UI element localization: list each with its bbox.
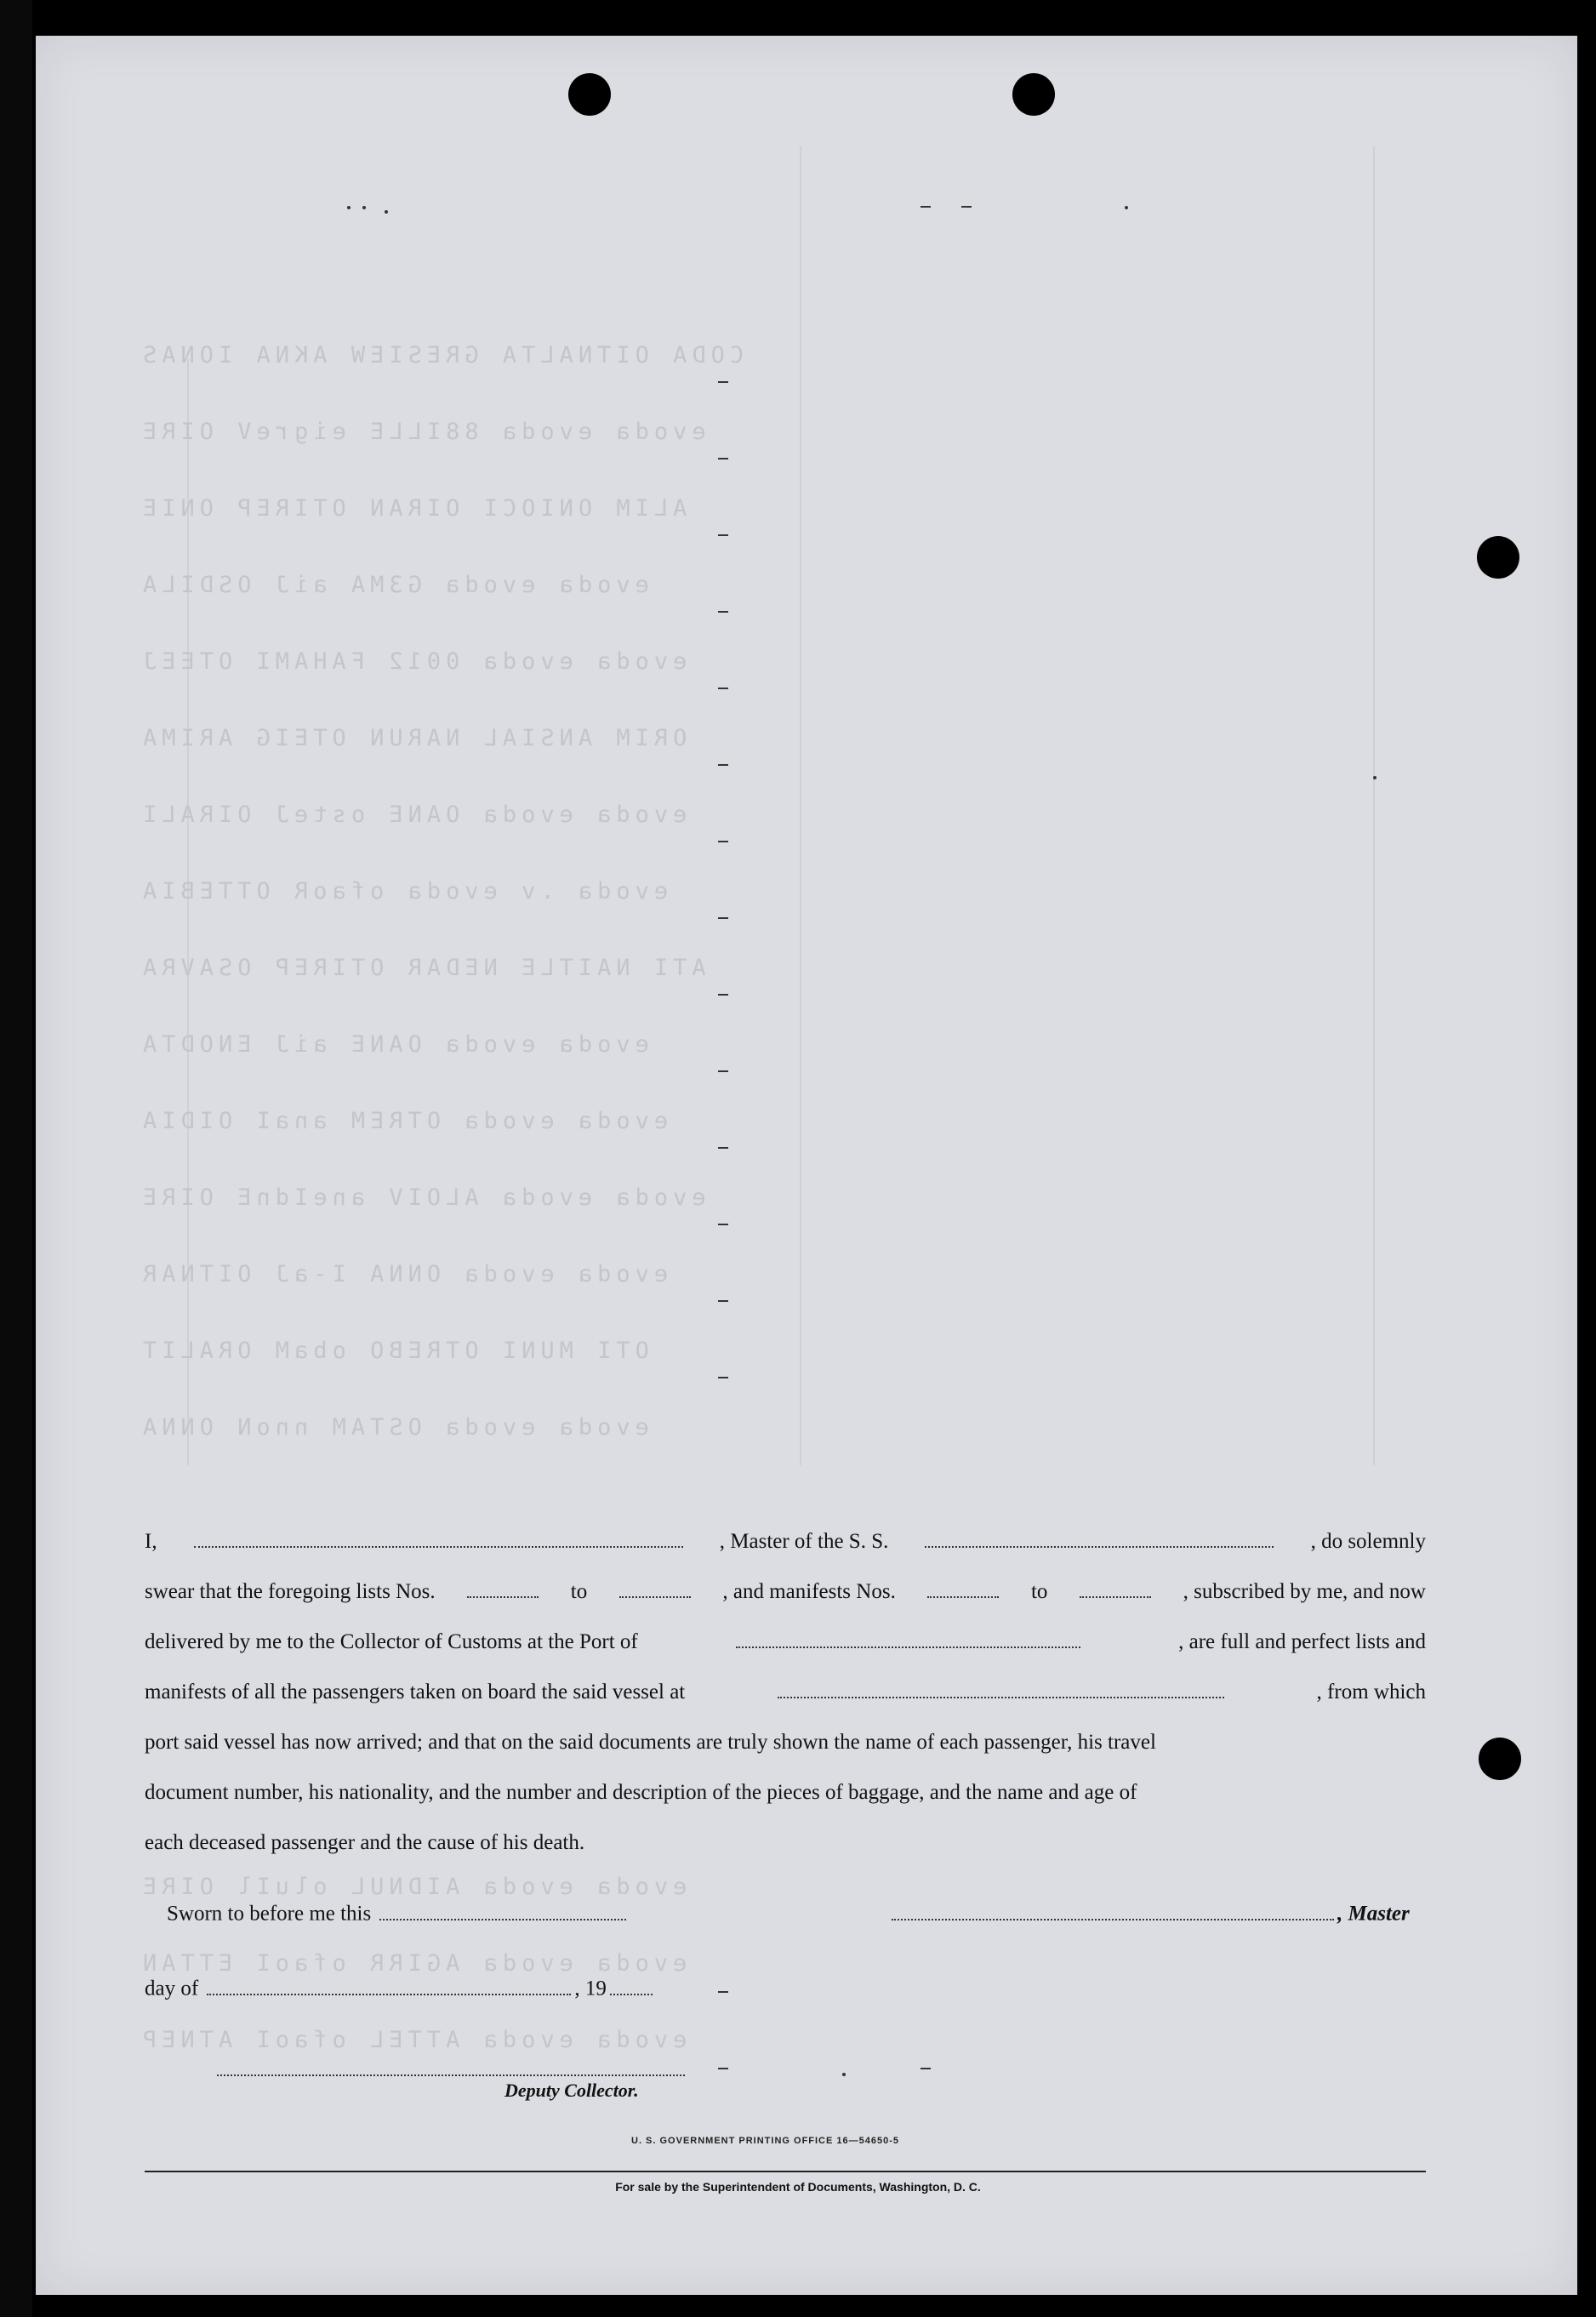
affidavit-line-6	[145, 1767, 1426, 1818]
day-of-text: day of	[145, 1977, 199, 2000]
bleed-through-rule	[800, 146, 801, 1465]
bleed-through-text: evoda evoda ALOIV aneIdnE OIRE	[138, 1184, 706, 1211]
affidavit-text-line: port said vessel has now arrived; and that on the said documents are truly shown the name of each passenger, his travel	[145, 1731, 1156, 1754]
sworn-row	[167, 1899, 630, 1926]
bleed-through-text: evoda evoda 88ILLE eigreV OIRE	[138, 419, 706, 445]
manifests-from-field[interactable]	[927, 1578, 999, 1599]
bleed-through-text: evoda evoda OTREM anaI OIDIA	[138, 1108, 669, 1134]
tick-mark	[921, 206, 931, 208]
tick-mark	[718, 841, 728, 842]
lists-to-field[interactable]	[619, 1578, 691, 1599]
document-page	[36, 36, 1577, 2295]
port-field[interactable]	[736, 1628, 1080, 1649]
affidavit-line-4	[145, 1667, 1426, 1717]
master-signature-field[interactable]	[892, 1899, 1334, 1920]
punch-hole	[1012, 73, 1055, 116]
tick-mark	[718, 611, 728, 613]
year-field[interactable]	[610, 1974, 653, 1995]
bleed-through-text: evoda evoda OSTAM nnoN ONNA	[138, 1414, 649, 1441]
from-which-text: , from which	[1316, 1681, 1426, 1704]
tick-mark	[718, 1224, 728, 1225]
bleed-through-text: ATI NAITLE NEDAR OTIREP OSAVRA	[138, 955, 706, 981]
punch-hole	[1479, 1738, 1521, 1780]
master-name-field[interactable]	[194, 1527, 683, 1549]
tick-mark	[718, 1070, 728, 1072]
affidavit-line-7	[145, 1818, 1426, 1868]
for-sale-notice: For sale by the Superintendent of Documents, Washington, D. C.	[615, 2180, 981, 2194]
affidavit-line-2	[145, 1567, 1426, 1617]
to-text: to	[570, 1580, 588, 1603]
ink-speck	[362, 206, 366, 209]
ink-speck	[347, 206, 351, 209]
affidavit-line-3	[145, 1617, 1426, 1667]
tick-mark	[961, 206, 972, 208]
ink-speck	[1125, 206, 1128, 209]
year-prefix-text: , 19	[574, 1977, 607, 2000]
scan-border	[0, 0, 32, 2317]
tick-mark	[718, 381, 728, 383]
bleed-through-text: ALIM ONIOCI OIRAN OTIREP ONIE	[138, 495, 687, 522]
deputy-collector-label: Deputy Collector.	[504, 2080, 639, 2101]
pronoun-text: I,	[145, 1530, 157, 1553]
footer-rule	[145, 2171, 1426, 2172]
tick-mark	[718, 688, 728, 689]
vessel-name-field[interactable]	[925, 1527, 1274, 1549]
lists-from-field[interactable]	[467, 1578, 539, 1599]
tick-mark	[718, 764, 728, 766]
affidavit-line-1	[145, 1516, 1426, 1567]
tick-mark	[718, 994, 728, 996]
ink-speck	[385, 210, 388, 214]
bleed-through-text: CODA OITNALTA GRESIEW AKNA IONAS	[138, 342, 744, 368]
delivered-text: delivered by me to the Collector of Customs at the Port of	[145, 1630, 638, 1653]
do-solemnly-text: , do solemnly	[1310, 1530, 1426, 1553]
manifests-to-field[interactable]	[1080, 1578, 1151, 1599]
full-perfect-text: , are full and perfect lists and	[1178, 1630, 1426, 1653]
printing-office-imprint: U. S. GOVERNMENT PRINTING OFFICE 16—54650-5	[631, 2136, 900, 2146]
subscribed-text: , subscribed by me, and now	[1183, 1580, 1426, 1603]
bleed-through-text: evoda .v evoda ofaoR OTTEBIA	[138, 878, 669, 905]
bleed-through-text: evoda evoda AIDNUL oluIl OIRE	[138, 1874, 687, 1900]
punch-hole	[1477, 536, 1519, 579]
tick-mark	[718, 1991, 728, 1993]
bleed-through-text: evoda evoda AGIRR ofaoI ETTAN	[138, 1950, 687, 1977]
tick-mark	[718, 1377, 728, 1378]
bleed-through-rule	[187, 359, 189, 1465]
bleed-through-text: OTI MUNI OTREBO obaM ORALIT	[138, 1338, 649, 1364]
sworn-day-field[interactable]	[379, 1899, 626, 1920]
master-of-text: , Master of the S. S.	[719, 1530, 889, 1553]
to-text: to	[1030, 1580, 1048, 1603]
affidavit-text	[145, 1516, 1426, 1868]
tick-mark	[718, 917, 728, 919]
tick-mark	[718, 1300, 728, 1302]
month-field[interactable]	[207, 1974, 571, 1995]
tick-mark	[718, 2068, 728, 2069]
ink-speck	[1373, 776, 1377, 779]
tick-mark	[921, 2068, 931, 2069]
tick-mark	[718, 534, 728, 536]
bleed-through-text: evoda evoda ATTEL ofaoI ATNEP	[138, 2027, 687, 2053]
affidavit-text-line: each deceased passenger and the cause of his death.	[145, 1831, 585, 1854]
bleed-through-text: evoda evoda 0012 FAHAMI OTEEJ	[138, 648, 687, 675]
bleed-through-text: evoda evoda OANE aiJ ENODTA	[138, 1031, 649, 1058]
day-of-row	[145, 1974, 656, 2001]
tick-mark	[718, 1147, 728, 1149]
bleed-through-text: evoda evoda G3MA aiJ OSDILA	[138, 572, 649, 598]
punch-hole	[568, 73, 611, 116]
affidavit-line-5	[145, 1717, 1426, 1767]
and-manifests-text: , and manifests Nos.	[722, 1580, 896, 1603]
bleed-through-text: evoda evoda ONNA I-aJ OITNAR	[138, 1261, 669, 1287]
deputy-signature-line[interactable]	[217, 2074, 685, 2076]
sworn-before-text: Sworn to before me this	[167, 1902, 372, 1926]
swear-text: swear that the foregoing lists Nos.	[145, 1580, 436, 1603]
bleed-through-rule	[1373, 146, 1375, 1465]
bleed-through-text: ORIM ANSIAL NARUN OTEIG ARIMA	[138, 725, 687, 751]
bleed-through-text: evoda evoda OANE osteJ OIRALI	[138, 802, 687, 828]
affidavit-text-line: document number, his nationality, and the number and description of the pieces of baggage, and the name and age of	[145, 1781, 1137, 1804]
master-label: , Master	[1337, 1902, 1410, 1926]
manifests-text: manifests of all the passengers taken on board the said vessel at	[145, 1681, 686, 1704]
master-signature-row	[888, 1899, 1410, 1926]
ink-speck	[842, 2073, 846, 2076]
tick-mark	[718, 458, 728, 459]
embarkation-port-field[interactable]	[778, 1678, 1224, 1699]
